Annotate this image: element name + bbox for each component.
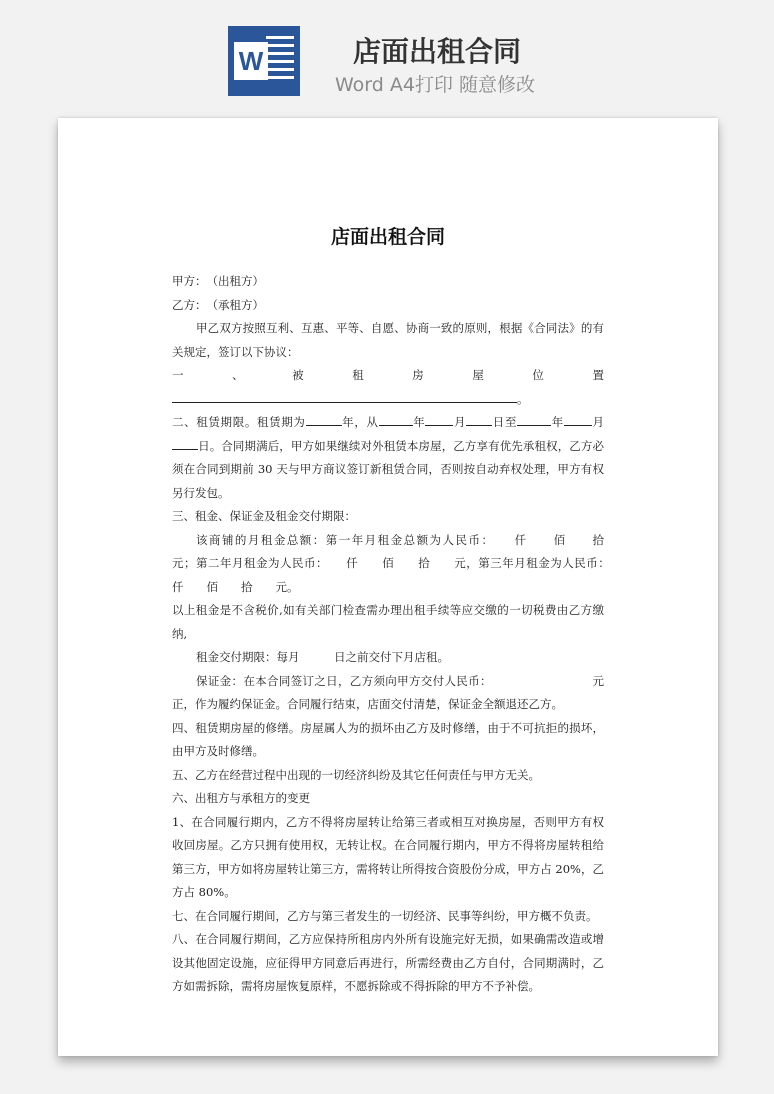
blank [425,411,453,426]
intro-paragraph: 甲乙双方按照互利、互惠、平等、自愿、协商一致的原则，根据《合同法》的有关规定，签订以下协议： [172,321,604,359]
word-icon [228,26,300,96]
word-icon-lines [266,36,294,84]
clause-7: 七、在合同履行期间，乙方与第三者发生的一切经济、民事等纠纷，甲方概不负责。 [172,908,598,923]
clause-2-text-f: 年 [551,415,564,429]
party-a-line: 甲方： （出租方） [172,274,264,288]
clause-2 [172,411,604,505]
clause-6-title: 六、出租方与承租方的变更 [172,791,310,805]
clause-5: 五、乙方在经营过程中出现的一切经济纠纷及其它任何责任与甲方无关。 [172,767,540,782]
clause-8: 八、在合同履行期间，乙方应保持所租房内外所有设施完好无损，如果确需改造或增设其他固定设施，应征得甲方同意后再进行，所需经费由乙方自付，合同期满时，乙方如需拆除，需将房屋恢复原样，不愿拆除或不得拆除的甲方不予补偿。 [172,932,604,993]
word-icon-letter: W [234,42,268,80]
clause-3-title: 三、租金、保证金及租金交付期限： [172,509,356,523]
header-title: 店面出租合同 [352,35,521,68]
clause-2-text-h: 日。合同期满后，甲方如果继续对外租赁本房屋，乙方享有优先承租权，乙方必须在合同到期前 30 天与甲方商议签订新租赁合同，否则按自动弃权处理，甲方有权另行发包。 [172,438,604,500]
clause-2-text-d: 月 [453,415,467,429]
document-body [172,270,627,999]
blank [379,411,413,426]
clause-2-text-b: 年，从 [341,415,379,429]
clause-3-rent: 该商铺的月租金总额：第一年月租金总额为人民币： 仟 佰 拾 元；第二年月租金为人民币： 仟 佰 拾 元，第三年月租金为人民币： 仟 佰 拾 元。 [172,532,627,594]
clause-2-text-a: 二、租赁期限。租赁期为 [172,415,306,429]
clause-2-text-e: 日至 [492,415,518,429]
page-header [0,0,774,110]
blank [466,411,492,426]
header-subtitle: Word A4打印 随意修改 [334,74,535,96]
party-b-line: 乙方： （承租方） [172,297,264,312]
blank [172,435,198,450]
location-blank [172,388,517,403]
clause-4: 四、租赁期房屋的修缮。房屋属人为的损坏由乙方及时修缮，由于不可抗拒的损坏，由甲方及时修缮。 [172,720,604,758]
document-page [58,118,718,1056]
document-title: 店面出租合同 [330,226,445,248]
blank [517,411,551,426]
blank [564,411,592,426]
clause-2-text-g: 月 [591,415,605,429]
clause-3-payment: 租金交付期限：每月 日之前交付下月店租。 [196,650,449,664]
clause-3-tax: 以上租金是不含税价,如有关部门检查需办理出租手续等应交缴的一切税费由乙方缴纳, [172,603,604,641]
clause-1-end: 。 [517,391,529,406]
clause-1-label: 一、被租房屋位置 [172,368,604,382]
clause-3-deposit: 保证金：在本合同签订之日，乙方须向甲方交付人民币： 元正，作为履约保证金。合同履行结束，店面交付清楚，保证金全额退还乙方。 [172,673,604,711]
clause-6-1: 1、在合同履行期内，乙方不得将房屋转让给第三者或相互对换房屋，否则甲方有权收回房屋。乙方只拥有使用权，无转让权。在合同履行期内，甲方不得将房屋转租给第三方，甲方如将房屋转让第三方，需将转让所得按合资股份分成，甲方占 20%，乙方占 80%。 [172,814,604,899]
clause-1 [172,364,604,411]
blank [306,411,342,426]
clause-2-text-c: 年 [412,415,426,429]
